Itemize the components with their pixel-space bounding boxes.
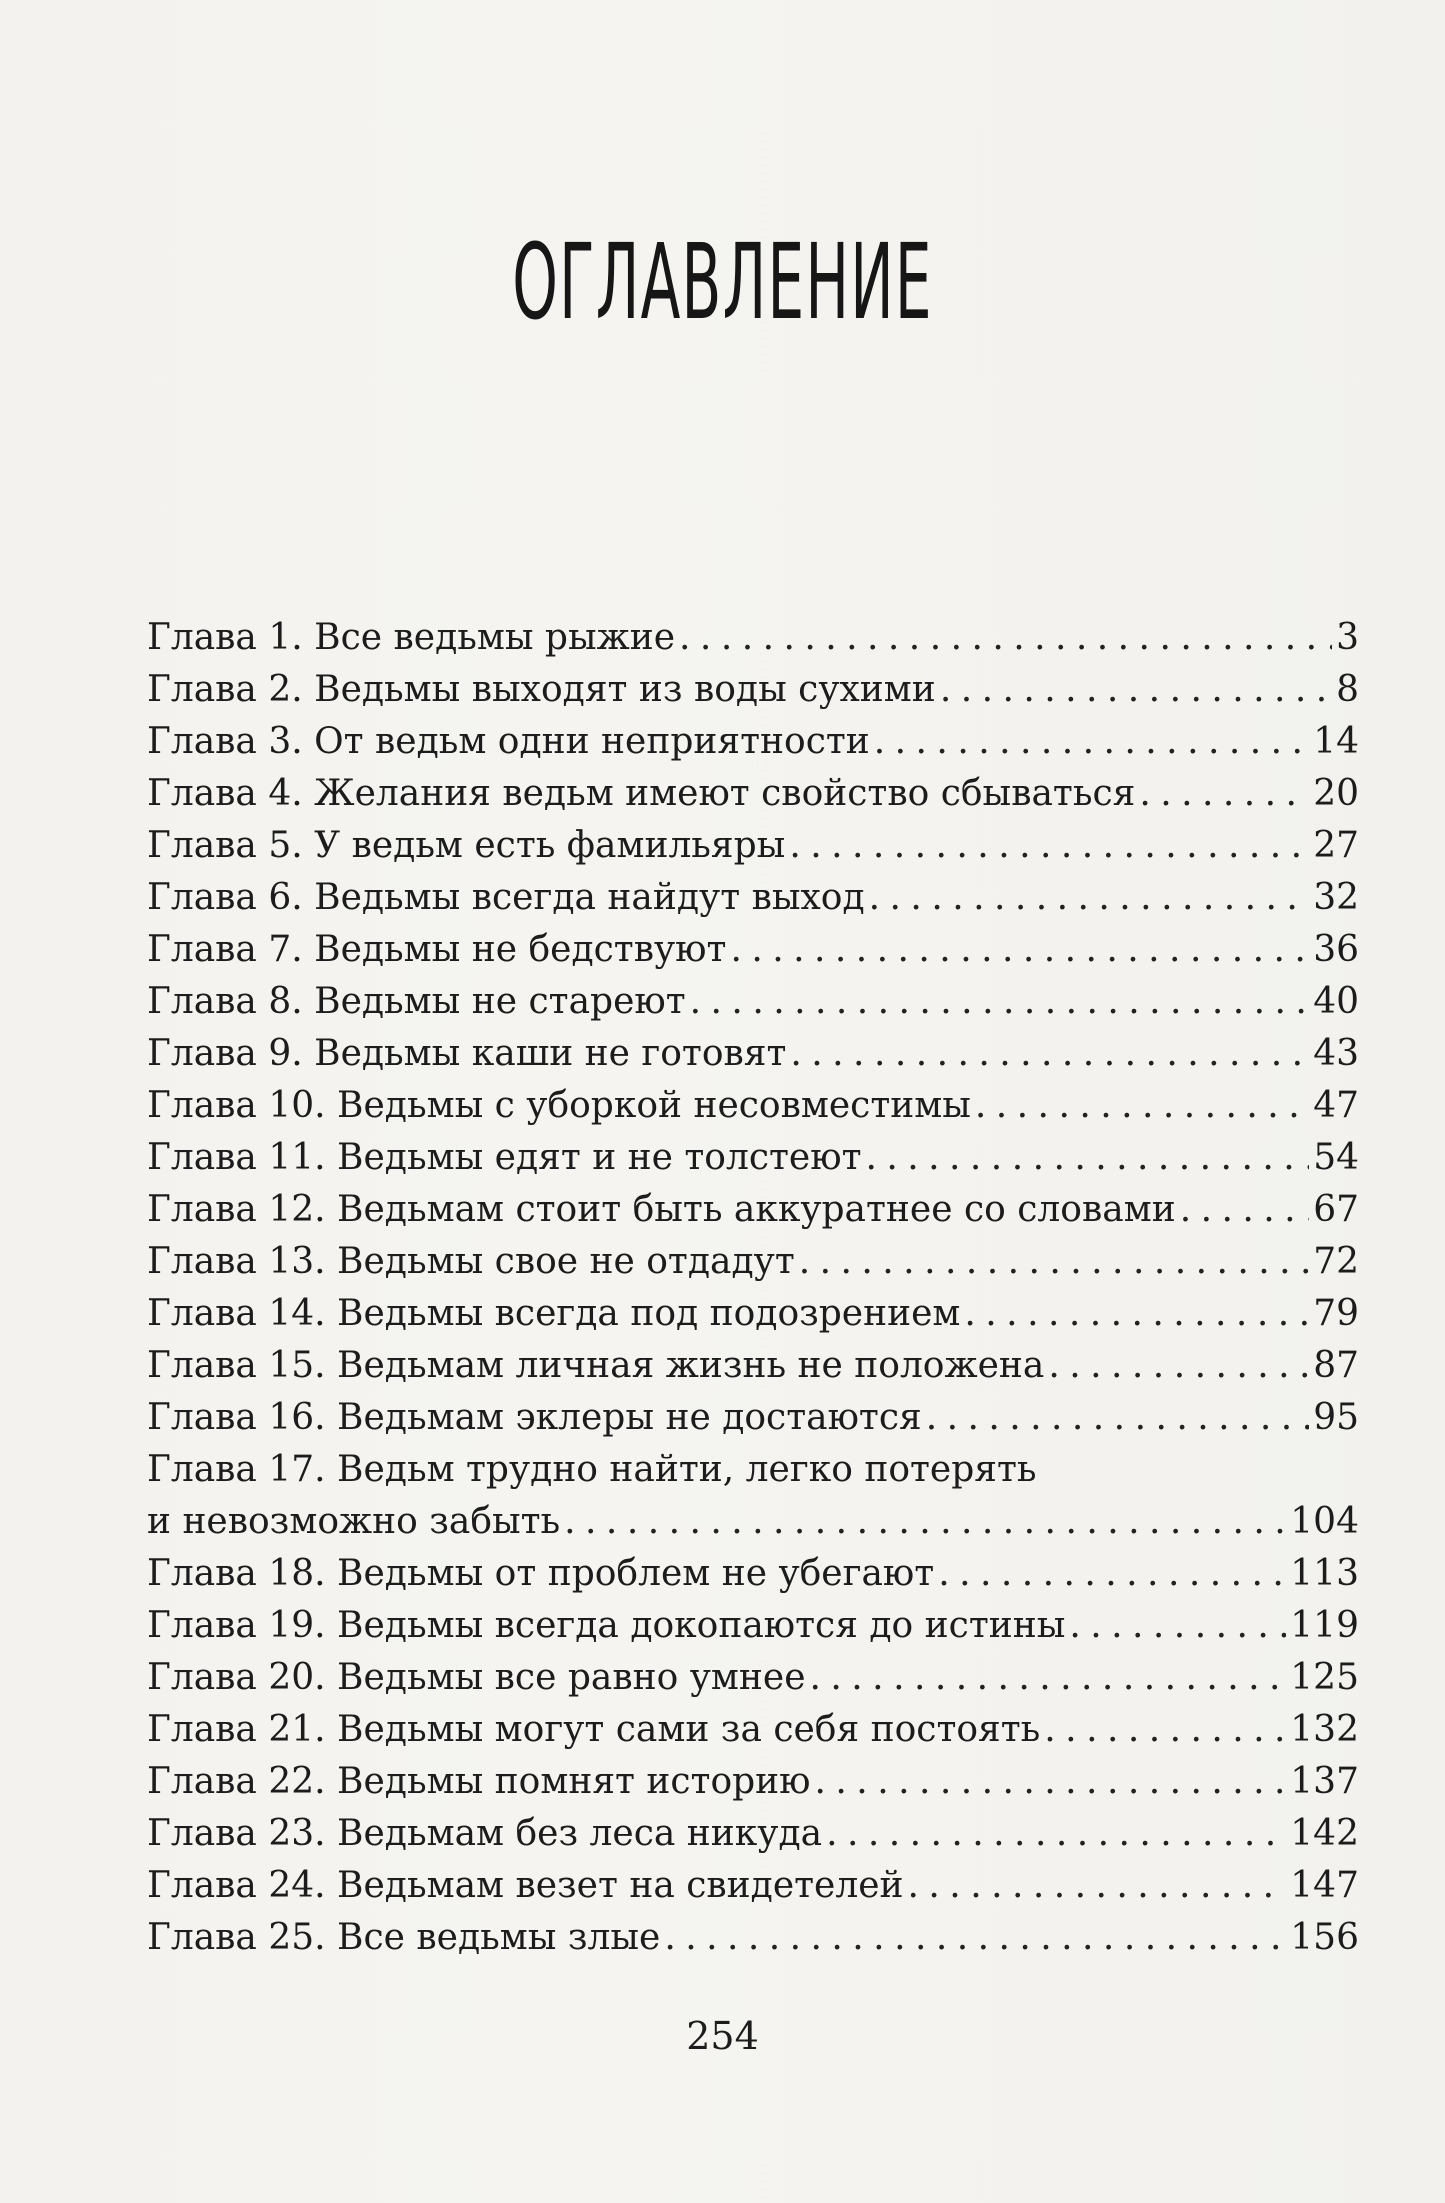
toc-entry-title: Глава 23. Ведьмам без леса никуда <box>147 1813 823 1854</box>
toc-entry-title: Глава 14. Ведьмы всегда под подозрением <box>147 1293 961 1334</box>
toc-entry-page: 3 <box>1336 617 1359 658</box>
toc-entry-title: Глава 20. Ведьмы все равно умнее <box>147 1657 806 1698</box>
toc-entry-title: Глава 5. У ведьм есть фамильяры <box>147 825 786 866</box>
toc-entry <box>147 1860 1359 1912</box>
toc-entry <box>147 1808 1359 1860</box>
toc-entry-page: 125 <box>1290 1657 1359 1698</box>
toc-entry <box>147 1912 1359 1964</box>
toc-leader-dots <box>1069 1600 1286 1652</box>
toc-entry <box>147 820 1359 872</box>
toc-entry-page: 119 <box>1290 1605 1359 1646</box>
toc-leader-dots <box>799 1236 1309 1288</box>
toc-leader-dots <box>926 1392 1309 1444</box>
toc-leader-dots <box>908 1860 1287 1912</box>
toc-entry-page: 113 <box>1290 1553 1359 1594</box>
toc-leader-dots <box>865 1132 1309 1184</box>
toc-entry-title: Глава 8. Ведьмы не стареют <box>147 981 686 1022</box>
toc-entry <box>147 1548 1359 1600</box>
toc-leader-dots <box>789 820 1309 872</box>
toc-leader-dots <box>790 1028 1309 1080</box>
toc-leader-dots <box>564 1496 1286 1548</box>
toc-entry <box>147 664 1359 716</box>
toc-entry-title: Глава 24. Ведьмам везет на свидетелей <box>147 1865 904 1906</box>
toc-leader-dots <box>938 1548 1286 1600</box>
toc-entry <box>147 1236 1359 1288</box>
toc-entry-page: 40 <box>1313 981 1359 1022</box>
toc-entry <box>147 1600 1359 1652</box>
toc-entry-page: 14 <box>1313 721 1359 762</box>
toc-leader-dots <box>1139 768 1309 820</box>
toc-entry-title: Глава 11. Ведьмы едят и не толстеют <box>147 1137 862 1178</box>
toc-entry-page: 8 <box>1336 669 1359 710</box>
toc-entry <box>147 1444 1359 1548</box>
toc-leader-dots <box>975 1080 1309 1132</box>
toc-leader-dots <box>874 716 1309 768</box>
toc-entry-page: 54 <box>1313 1137 1359 1178</box>
toc-entry <box>147 1132 1359 1184</box>
toc-entry-page: 36 <box>1313 929 1359 970</box>
toc-entry <box>147 1392 1359 1444</box>
toc-entry-title: Глава 18. Ведьмы от проблем не убегают <box>147 1553 935 1594</box>
toc-entry <box>147 1028 1359 1080</box>
toc-entry <box>147 872 1359 924</box>
toc-entry-page: 43 <box>1313 1033 1359 1074</box>
toc-entry-title-continued: и невозможно забыть <box>147 1501 561 1542</box>
toc-leader-dots <box>869 872 1310 924</box>
toc-entry-page: 95 <box>1313 1397 1359 1438</box>
toc-leader-dots <box>1180 1184 1309 1236</box>
toc-entry <box>147 924 1359 976</box>
toc-entry-title: Глава 19. Ведьмы всегда докопаются до истины <box>147 1605 1066 1646</box>
toc-entry <box>147 768 1359 820</box>
toc-entry-title: Глава 12. Ведьмам стоит быть аккуратнее со словами <box>147 1189 1176 1230</box>
toc-entry-page: 142 <box>1290 1813 1359 1854</box>
toc-entry <box>147 1184 1359 1236</box>
toc-entry-title: Глава 13. Ведьмы свое не отдадут <box>147 1241 795 1282</box>
toc-entry <box>147 716 1359 768</box>
toc-entry-page: 67 <box>1313 1189 1359 1230</box>
toc-leader-dots <box>1048 1340 1309 1392</box>
toc-entry-title: Глава 9. Ведьмы каши не готовят <box>147 1033 787 1074</box>
toc-entry-page: 27 <box>1313 825 1359 866</box>
toc-entry-page: 147 <box>1290 1865 1359 1906</box>
toc-entry-page: 79 <box>1313 1293 1359 1334</box>
toc-entry-page: 104 <box>1290 1501 1359 1542</box>
toc-entry-title: Глава 21. Ведьмы могут сами за себя постоять <box>147 1709 1041 1750</box>
toc-leader-dots <box>664 1912 1286 1964</box>
toc-entry <box>147 976 1359 1028</box>
toc-entry-page: 72 <box>1313 1241 1359 1282</box>
toc-entry-page: 47 <box>1313 1085 1359 1126</box>
toc-entry-title: Глава 4. Желания ведьм имеют свойство сбываться <box>147 773 1136 814</box>
toc-entry-title: Глава 22. Ведьмы помнят историю <box>147 1761 811 1802</box>
toc-entry-page: 156 <box>1290 1917 1359 1958</box>
table-of-contents <box>147 612 1359 1964</box>
toc-entry-title: Глава 1. Все ведьмы рыжие <box>147 617 676 658</box>
page-title: ОГЛАВЛЕНИЕ <box>512 221 933 343</box>
toc-leader-dots <box>810 1652 1287 1704</box>
toc-leader-dots <box>815 1756 1287 1808</box>
page-number: 254 <box>686 2014 759 2058</box>
toc-leader-dots <box>679 612 1332 664</box>
toc-entry-page: 20 <box>1313 773 1359 814</box>
toc-entry-title: Глава 15. Ведьмам личная жизнь не положена <box>147 1345 1045 1386</box>
toc-leader-dots <box>1044 1704 1286 1756</box>
toc-entry <box>147 1080 1359 1132</box>
toc-entry-title: Глава 10. Ведьмы с уборкой несовместимы <box>147 1085 971 1126</box>
toc-entry-title: Глава 3. От ведьм одни неприятности <box>147 721 870 762</box>
toc-entry <box>147 1756 1359 1808</box>
toc-leader-dots <box>690 976 1310 1028</box>
toc-entry-title: Глава 16. Ведьмам эклеры не достаются <box>147 1397 922 1438</box>
toc-entry-title: Глава 2. Ведьмы выходят из воды сухими <box>147 669 936 710</box>
toc-entry <box>147 1704 1359 1756</box>
toc-entry-page: 132 <box>1290 1709 1359 1750</box>
toc-entry-page: 137 <box>1290 1761 1359 1802</box>
toc-entry-title: Глава 7. Ведьмы не бедствуют <box>147 929 727 970</box>
toc-leader-dots <box>730 924 1309 976</box>
toc-entry-title: Глава 17. Ведьм трудно найти, легко потерять <box>147 1449 1037 1490</box>
toc-leader-dots <box>940 664 1332 716</box>
toc-entry <box>147 1340 1359 1392</box>
toc-entry <box>147 612 1359 664</box>
toc-entry-page: 87 <box>1313 1345 1359 1386</box>
toc-entry <box>147 1288 1359 1340</box>
toc-entry <box>147 1652 1359 1704</box>
toc-leader-dots <box>826 1808 1286 1860</box>
toc-entry-title: Глава 25. Все ведьмы злые <box>147 1917 661 1958</box>
toc-entry-page: 32 <box>1313 877 1359 918</box>
toc-entry-title: Глава 6. Ведьмы всегда найдут выход <box>147 877 865 918</box>
toc-leader-dots <box>964 1288 1309 1340</box>
